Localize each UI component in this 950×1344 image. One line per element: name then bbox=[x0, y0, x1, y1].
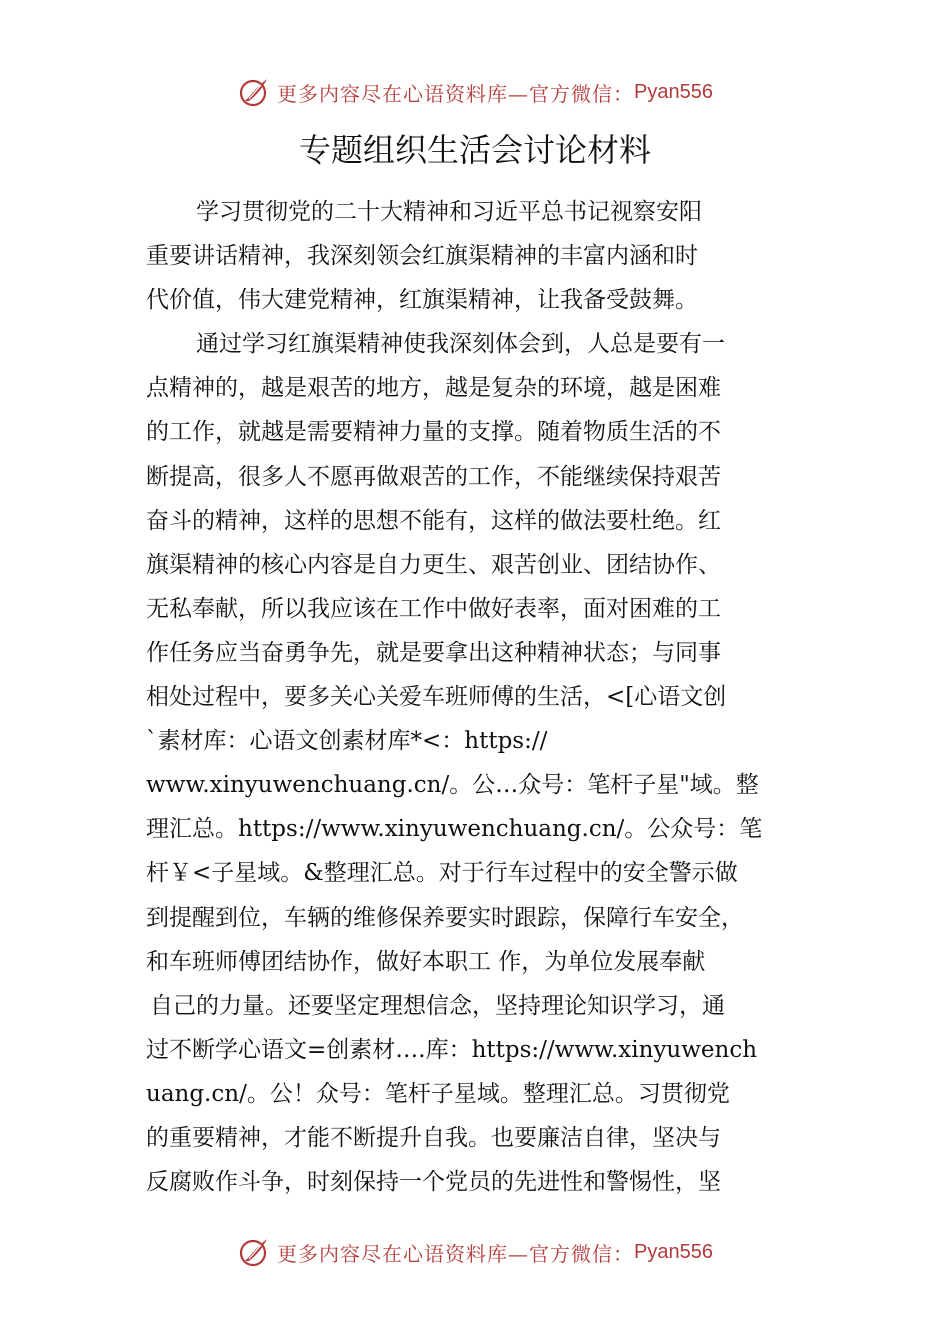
text-line: 旗渠精神的核心内容是自力更生、艰苦创业、团结协作、 bbox=[146, 551, 721, 578]
text-line: 的工作，就越是需要精神力量的支撑。随着物质生活的不 bbox=[146, 419, 721, 446]
banner-account: Pyan556 bbox=[634, 80, 713, 103]
document-body bbox=[146, 190, 786, 1204]
header-watermark-banner bbox=[0, 72, 950, 112]
text-line: 点精神的，越是艰苦的地方，越是复杂的环境，越是困难 bbox=[146, 375, 721, 402]
text-line: uang.cn/。公！众号：笔杆子星域。整理汇总。习贯彻党 bbox=[146, 1080, 730, 1107]
banner-text: 更多内容尽在心语资料库—官方微信： bbox=[277, 81, 635, 106]
text-line: 无私奉献，所以我应该在工作中做好表率，面对困难的工 bbox=[146, 595, 721, 622]
document-title: 专题组织生活会讨论材料 bbox=[298, 131, 651, 169]
text-line: 到提醒到位，车辆的维修保养要实时跟踪，保障行车安全， bbox=[146, 904, 744, 931]
text-line: 断提高，很多人不愿再做艰苦的工作，不能继续保持艰苦 bbox=[146, 463, 721, 490]
text-line: 重要讲话精神，我深刻领会红旗渠精神的丰富内涵和时 bbox=[146, 243, 698, 270]
text-line: 理汇总。https://www.xinyuwenchuang.cn/。公众号：笔 bbox=[146, 816, 763, 843]
text-line: 通过学习红旗渠精神使我深刻体会到，人总是要有一 bbox=[196, 331, 725, 358]
paragraph-2 bbox=[146, 322, 786, 1204]
text-line: 奋斗的精神，这样的思想不能有，这样的做法要杜绝。红 bbox=[146, 507, 721, 534]
text-line: 学习贯彻党的二十大精神和习近平总书记视察安阳 bbox=[196, 199, 702, 225]
text-line: 和车班师傅团结协作，做好本职工 作，为单位发展奉献 bbox=[146, 948, 706, 975]
text-line: 过不断学心语文=创素材….库：https://www.xinyuwench bbox=[146, 1036, 758, 1063]
quill-logo-icon bbox=[237, 75, 271, 109]
footer-watermark-banner bbox=[0, 1232, 950, 1272]
paragraph-1 bbox=[146, 190, 786, 322]
quill-logo-icon bbox=[237, 1235, 271, 1269]
text-line: 相处过程中，要多关心关爱车班师傅的生活，<[心语文创 bbox=[146, 684, 727, 711]
text-line: 代价值，伟大建党精神，红旗渠精神，让我备受鼓舞。 bbox=[146, 287, 698, 314]
text-line: 反腐败作斗争，时刻保持一个党员的先进性和警惕性，坚 bbox=[146, 1169, 721, 1196]
banner-text: 更多内容尽在心语资料库—官方微信： bbox=[277, 1241, 635, 1266]
text-line: 的重要精神，才能不断提升自我。也要廉洁自律，坚决与 bbox=[146, 1124, 721, 1151]
banner-account: Pyan556 bbox=[634, 1240, 713, 1263]
text-line: 杆￥<子星域。&整理汇总。对于行车过程中的安全警示做 bbox=[146, 860, 738, 887]
text-line: 自己的力量。还要坚定理想信念，坚持理论知识学习，通 bbox=[150, 992, 725, 1019]
text-line: 作任务应当奋勇争先，就是要拿出这种精神状态；与同事 bbox=[146, 639, 721, 666]
text-line: www.xinyuwenchuang.cn/。公…众号：笔杆子星"域。整 bbox=[146, 772, 759, 799]
text-line: `素材库：心语文创素材库*<：https:// bbox=[146, 728, 548, 755]
